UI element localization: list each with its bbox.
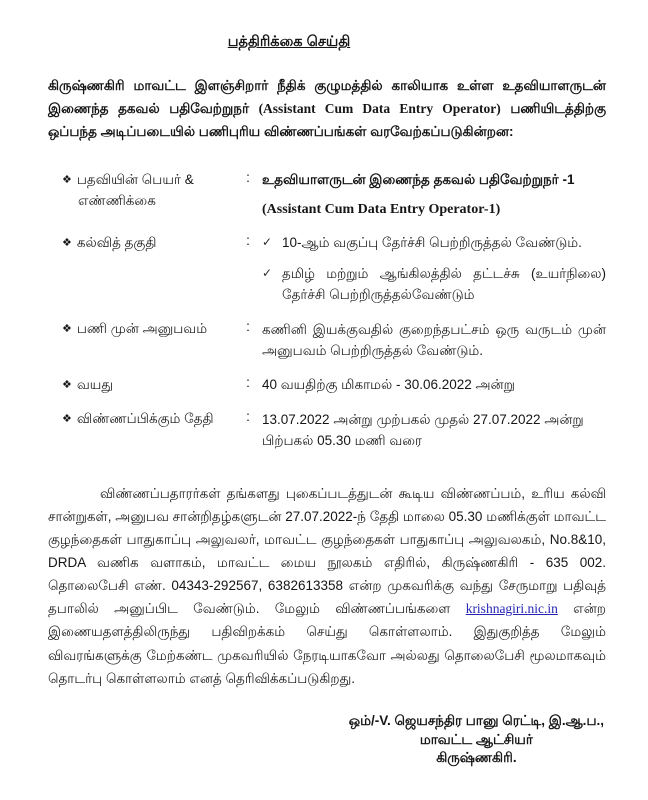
colon-separator: :: [246, 232, 250, 248]
colon-separator: :: [246, 408, 250, 424]
body-text-part2: என்ற இணையதளத்திலிருந்து பதிவிறக்கம் செய்து கொள்ளலாம். இதுகுறித்த மேலும் விவரங்களுக்கு மேற்கண்ட முகவரியில் நேரடியாகவோ அல்லது தொலைபேசி மூலமாகவும் தொடர்பு கொள்ளலாம் எனத் தெரிவிக்கப்படுகிறது.: [48, 601, 606, 686]
qualification-point-2: [262, 264, 606, 306]
intro-text-part1: கிருஷ்ணகிரி மாவட்ட இளஞ்சிறார் நீதிக் குழுமத்தில் காலியாக உள்ள உதவியாளருடன் இணைந்த தகவல் பதிவேற்றுநர்: [48, 78, 606, 117]
post-name-label-line2: எண்ணிக்கை: [78, 192, 156, 208]
signatory-designation: மாவட்ட ஆட்சியர்: [419, 731, 533, 747]
diamond-bullet-icon: ❖: [62, 322, 72, 335]
list-item-age: [62, 375, 606, 396]
apply-date-value: 13.07.2022 அன்று முற்பகல் முதல் 27.07.2022 அன்று பிற்பகல் 05.30 மணி வரை: [262, 411, 584, 449]
vacancy-details-list: [62, 170, 606, 452]
colon-separator: :: [246, 374, 250, 390]
apply-date-label-text: விண்ணப்பிக்கும் தேதி: [76, 410, 214, 426]
post-name-tamil: உதவியாளருடன் இணைந்த தகவல் பதிவேற்றுநர் -1: [262, 171, 575, 187]
post-name-value: [262, 170, 606, 220]
post-name-label: [62, 170, 234, 212]
qualification-point-2-text: தமிழ் மற்றும் ஆங்கிலத்தில் தட்டச்சு (உயர்நிலை) தேர்ச்சி பெற்றிருத்தல்வேண்டும்: [282, 265, 606, 302]
experience-label: [62, 319, 234, 340]
experience-label-text: பணி முன் அனுபவம்: [76, 320, 208, 336]
experience-value: கணினி இயக்குவதில் குறைந்தபட்சம் ஒரு வருடம் முன் அனுபவம் பெற்றிருத்தல் வேண்டும்.: [262, 321, 606, 359]
intro-paragraph: [48, 74, 606, 144]
age-label-text: வயது: [76, 376, 114, 392]
body-paragraph: [48, 482, 606, 690]
list-item-apply-date: [62, 409, 606, 452]
post-name-label-line1: பதவியின் பெயர் &: [76, 171, 194, 187]
checkmark-icon: ✓: [262, 265, 273, 280]
diamond-bullet-icon: ❖: [62, 378, 72, 391]
post-name-english: (Assistant Cum Data Entry Operator-1): [262, 201, 501, 217]
qualification-value: [262, 233, 606, 306]
website-link[interactable]: krishnagiri.nic.in: [465, 601, 558, 617]
colon-separator: :: [246, 318, 250, 334]
age-value: 40 வயதிற்கு மிகாமல் - 30.06.2022 அன்று: [262, 376, 515, 392]
qualification-label-text: கல்வித் தகுதி: [76, 234, 157, 250]
diamond-bullet-icon: ❖: [62, 173, 72, 186]
age-label: [62, 375, 234, 396]
checkmark-icon: ✓: [262, 234, 273, 249]
body-text-part1: விண்ணப்பதாரர்கள் தங்களது புகைப்படத்துடன் கூடிய விண்ணப்பம், உரிய கல்வி சான்றுகள், அனுபவ சான்றிதழ்களுடன் 27.07.2022-ந் தேதி மாலை 05.30 மணிக்குள் மாவட்ட குழந்தைகள் பாதுகாப்பு அலுவலர், மாவட்ட குழந்தைகள் பாதுகாப்பு அலுவலகம், No.8&10, DRDA வணிக வளாகம், மாவட்ட மைய நூலகம் எதிரில், கிருஷ்ணகிரி - 635 002. தொலைபேசி எண். 04343-292567, 6382613358 என்ற முகவரிக்கு வந்து சேருமாறு பதிவுத் தபாலில் அனுப்பிட வேண்டும். மேலும் விண்ணப்பங்களை: [48, 485, 606, 617]
list-item-post-name: [62, 170, 606, 220]
diamond-bullet-icon: ❖: [62, 412, 72, 425]
intro-text-part2: பணியிடத்திற்கு ஒப்பந்த அடிப்படையில் பணிபுரிய விண்ணப்பங்கள் வரவேற்கப்படுகின்றன:: [48, 101, 607, 140]
list-item-qualification: [62, 233, 606, 306]
intro-english-post-name: (Assistant Cum Data Entry Operator): [258, 101, 501, 117]
qualification-point-1: [262, 233, 606, 254]
signatory-place: கிருஷ்ணகிரி.: [436, 750, 517, 766]
diamond-bullet-icon: ❖: [62, 236, 72, 249]
qualification-point-1-text: 10-ஆம் வகுப்பு தேர்ச்சி பெற்றிருத்தல் வேண்டும்.: [282, 234, 582, 250]
page-title: பத்திரிக்கை செய்தி: [227, 34, 351, 50]
list-item-experience: [62, 319, 606, 362]
colon-separator: :: [246, 169, 250, 185]
apply-date-label: [62, 409, 234, 430]
signature-block: [349, 712, 604, 769]
signatory-name: ஒம்/-V. ஜெயசந்திர பானு ரெட்டி, இ.ஆ.ப.,: [348, 712, 604, 728]
qualification-label: [62, 233, 234, 254]
